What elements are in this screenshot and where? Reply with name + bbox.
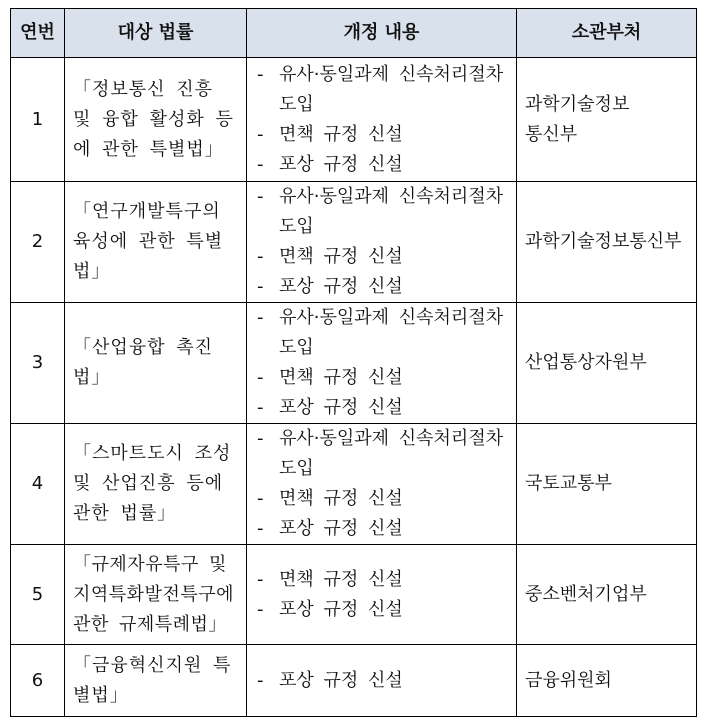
law-name: 「산업융합 촉진법」: [65, 303, 247, 424]
header-law: 대상 법률: [65, 9, 247, 58]
change-item: - 포상 규정 신설: [257, 276, 403, 297]
change-cell: [247, 645, 517, 717]
row-number: 4: [11, 424, 65, 545]
change-item: - 포상 규정 신설: [257, 598, 403, 620]
law-name: 「규제자유특구 및 지역특화발전특구에 관한 규제특례법」: [65, 545, 247, 645]
table-row: [11, 303, 697, 424]
change-item: - 면책 규정 신설: [257, 367, 403, 388]
header-no: 연번: [11, 9, 65, 58]
row-number: 2: [11, 182, 65, 303]
law-name: 「스마트도시 조성 및 산업진흥 등에 관한 법률」: [65, 424, 247, 545]
header-row: [11, 9, 697, 58]
row-number: 5: [11, 545, 65, 645]
change-item: - 유사·동일과제 신속처리절차 도입: [257, 307, 504, 358]
change-item: - 면책 규정 신설: [257, 488, 403, 509]
table-row: [11, 182, 697, 303]
department: 과학기술정보통신부: [517, 58, 697, 182]
row-number: 1: [11, 58, 65, 182]
table-row: [11, 645, 697, 717]
department: 국토교통부: [517, 424, 697, 545]
change-cell: [247, 182, 517, 303]
change-item: - 면책 규정 신설: [257, 123, 403, 145]
change-cell: [247, 58, 517, 182]
change-item: - 면책 규정 신설: [257, 568, 403, 590]
table-row: [11, 424, 697, 545]
department: 중소벤처기업부: [517, 545, 697, 645]
change-cell: [247, 303, 517, 424]
row-number: 3: [11, 303, 65, 424]
change-cell: [247, 424, 517, 545]
header-dept: 소관부처: [517, 9, 697, 58]
change-item: - 유사·동일과제 신속처리절차 도입: [257, 186, 504, 237]
row-number: 6: [11, 645, 65, 717]
change-item: - 포상 규정 신설: [257, 153, 403, 175]
law-amendment-table: [10, 8, 697, 717]
table-row: [11, 58, 697, 182]
department: 금융위원회: [517, 645, 697, 717]
table-row: [11, 545, 697, 645]
change-cell: [247, 545, 517, 645]
change-item: - 유사·동일과제 신속처리절차 도입: [257, 428, 504, 479]
header-change: 개정 내용: [247, 9, 517, 58]
change-item: - 포상 규정 신설: [257, 518, 403, 539]
law-name: 「정보통신 진흥 및 융합 활성화 등에 관한 특별법」: [65, 58, 247, 182]
change-item: - 유사·동일과제 신속처리절차 도입: [257, 63, 504, 115]
law-name: 「금융혁신지원 특별법」: [65, 645, 247, 717]
law-name: 「연구개발특구의 육성에 관한 특별법」: [65, 182, 247, 303]
change-item: - 포상 규정 신설: [257, 669, 403, 691]
department: 과학기술정보통신부: [517, 182, 697, 303]
change-item: - 면책 규정 신설: [257, 246, 403, 267]
change-item: - 포상 규정 신설: [257, 397, 403, 418]
department: 산업통상자원부: [517, 303, 697, 424]
